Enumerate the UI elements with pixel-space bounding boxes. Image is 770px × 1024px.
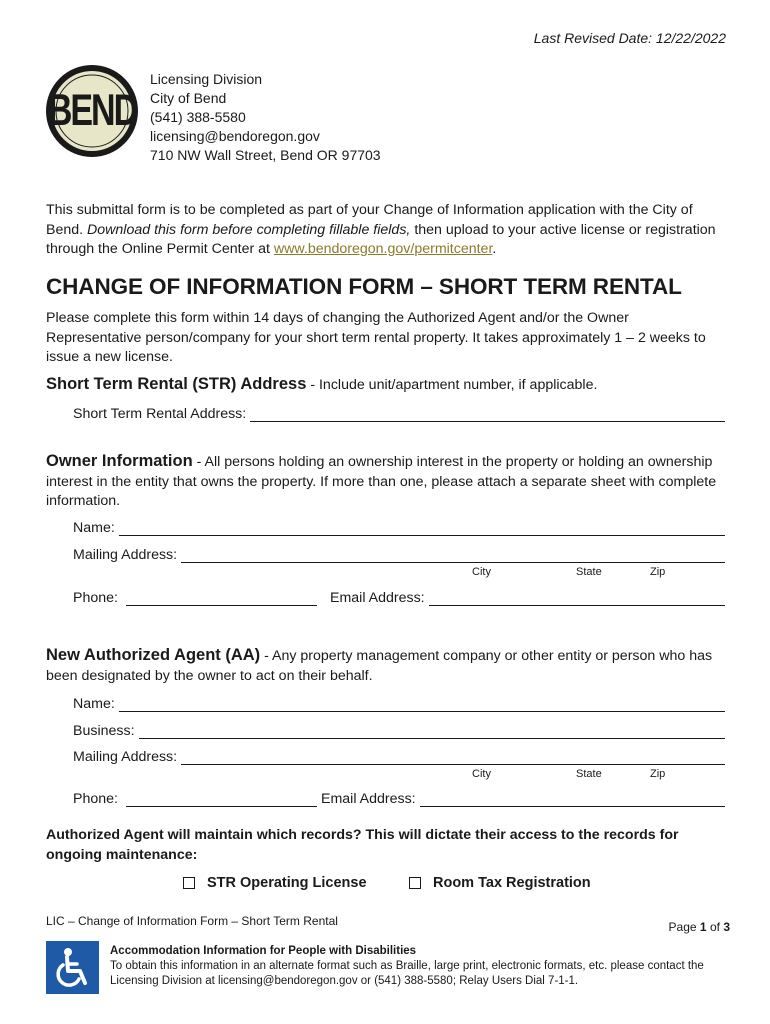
contact-phone: (541) 388-5580 bbox=[150, 109, 246, 125]
owner-phone-field[interactable] bbox=[73, 590, 317, 606]
owner-email-field[interactable] bbox=[330, 590, 725, 606]
owner-email-label: Email Address: bbox=[330, 590, 425, 606]
ada-body: To obtain this information in an alternate format such as Braille, large print, electronic formats, etc. please contact the Licensing Division at licensing@bendoregon.gov or (541) 388-5580; Relay Users Dial 7-1-1. bbox=[110, 960, 704, 987]
agent-mailing-field[interactable] bbox=[73, 749, 725, 765]
agent-desc: - Any property management company or other entity or person who has been designated by the owner to act on their behalf. bbox=[46, 648, 713, 684]
intro-text-1: This submittal form is to be completed as part of your Change of Information application with the City of Bend. bbox=[46, 202, 693, 238]
intro-end: . bbox=[492, 241, 497, 257]
str-license-label: STR Operating License bbox=[207, 875, 367, 891]
agent-phone-field[interactable] bbox=[73, 791, 317, 807]
str-address-field[interactable] bbox=[73, 406, 725, 422]
str-license-option[interactable] bbox=[183, 875, 367, 891]
records-question: Authorized Agent will maintain which records? This will dictate their access to the records for ongoing maintenance: bbox=[46, 827, 679, 863]
contact-block bbox=[150, 70, 381, 165]
agent-name-label: Name: bbox=[73, 696, 115, 712]
contact-division: Licensing Division bbox=[150, 71, 263, 87]
owner-phone-label: Phone: bbox=[73, 590, 118, 606]
contact-email: licensing@bendoregon.gov bbox=[150, 128, 320, 144]
owner-section-header bbox=[46, 452, 726, 512]
str-address-input[interactable] bbox=[250, 407, 725, 422]
logo-text: BEND bbox=[47, 85, 137, 136]
agent-city-caption: City bbox=[472, 768, 491, 780]
form-title: CHANGE OF INFORMATION FORM – SHORT TERM RENTAL bbox=[46, 274, 682, 299]
owner-city-caption: City bbox=[472, 566, 491, 578]
agent-email-input[interactable] bbox=[420, 792, 725, 807]
wheelchair-icon bbox=[46, 941, 99, 994]
str-section-header bbox=[46, 375, 726, 396]
owner-mailing-label: Mailing Address: bbox=[73, 547, 178, 563]
last-revised-date: Last Revised Date: 12/22/2022 bbox=[533, 30, 726, 46]
agent-name-input[interactable] bbox=[119, 697, 725, 712]
form-id: LIC – Change of Information Form – Short Term Rental bbox=[46, 914, 338, 928]
str-desc: - Include unit/apartment number, if applicable. bbox=[310, 377, 598, 393]
agent-mailing-input[interactable] bbox=[181, 750, 725, 765]
page-of: of bbox=[709, 920, 720, 934]
contact-city: City of Bend bbox=[150, 90, 227, 106]
agent-phone-label: Phone: bbox=[73, 791, 118, 807]
owner-phone-input[interactable] bbox=[126, 591, 317, 606]
page-total: 3 bbox=[723, 920, 730, 934]
agent-name-field[interactable] bbox=[73, 696, 725, 712]
ada-heading: Accommodation Information for People with Disabilities bbox=[110, 945, 417, 957]
agent-business-field[interactable] bbox=[73, 723, 725, 739]
intro-italic: Download this form before completing fillable fields, bbox=[87, 221, 411, 238]
intro-paragraph bbox=[46, 201, 726, 260]
owner-zip-caption: Zip bbox=[650, 566, 666, 578]
agent-email-field[interactable] bbox=[321, 791, 725, 807]
owner-heading: Owner Information bbox=[46, 452, 193, 470]
agent-zip-caption: Zip bbox=[650, 768, 666, 780]
agent-heading: New Authorized Agent (AA) bbox=[46, 646, 261, 664]
intro-text-2: then upload to your active license or registration through the Online Permit Center at bbox=[46, 221, 716, 257]
instructions: Please complete this form within 14 days of changing the Authorized Agent and/or the Owner Representative person/company for your short term rental property. It takes approximately 1 – 2 weeks to issue a new license. bbox=[46, 310, 706, 365]
agent-mailing-label: Mailing Address: bbox=[73, 749, 178, 765]
page-prefix: Page bbox=[668, 920, 697, 934]
str-heading: Short Term Rental (STR) Address bbox=[46, 375, 307, 393]
agent-state-caption: State bbox=[576, 768, 602, 780]
contact-address: 710 NW Wall Street, Bend OR 97703 bbox=[150, 147, 381, 163]
owner-name-field[interactable] bbox=[73, 520, 725, 536]
owner-mailing-input[interactable] bbox=[181, 548, 725, 563]
permit-center-link[interactable]: www.bendoregon.gov/permitcenter bbox=[273, 241, 493, 257]
city-of-bend-logo bbox=[45, 64, 139, 158]
agent-business-label: Business: bbox=[73, 723, 135, 739]
page-number bbox=[669, 920, 730, 934]
accessibility-notice bbox=[110, 944, 720, 989]
owner-state-caption: State bbox=[576, 566, 602, 578]
room-tax-checkbox[interactable] bbox=[409, 877, 421, 889]
page-current: 1 bbox=[699, 920, 707, 934]
owner-desc: - All persons holding an ownership interest in the property or holding an ownership interest in the entity that owns the property. If more than one, please attach a separate sheet with complete information. bbox=[46, 454, 717, 509]
agent-section-header bbox=[46, 646, 726, 686]
owner-email-input[interactable] bbox=[429, 591, 725, 606]
str-license-checkbox[interactable] bbox=[183, 877, 195, 889]
agent-phone-input[interactable] bbox=[126, 792, 317, 807]
room-tax-option[interactable] bbox=[409, 875, 591, 891]
owner-name-input[interactable] bbox=[119, 521, 725, 536]
owner-mailing-field[interactable] bbox=[73, 547, 725, 563]
agent-email-label: Email Address: bbox=[321, 791, 416, 807]
owner-name-label: Name: bbox=[73, 520, 115, 536]
str-address-label: Short Term Rental Address: bbox=[73, 406, 247, 422]
room-tax-label: Room Tax Registration bbox=[433, 875, 591, 891]
agent-business-input[interactable] bbox=[139, 724, 725, 739]
